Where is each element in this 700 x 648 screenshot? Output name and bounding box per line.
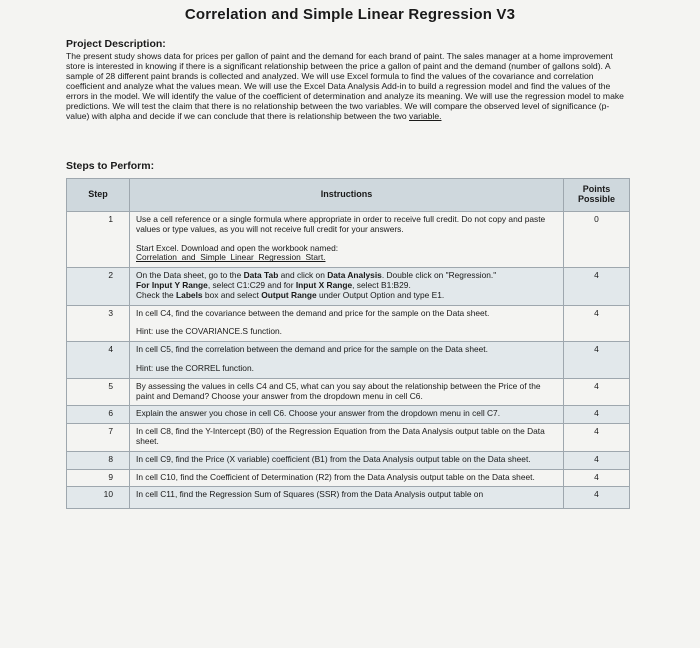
hint-text: Hint: use the COVARIANCE.S function. xyxy=(136,326,283,337)
step-number: 4 xyxy=(67,342,130,379)
step-points: 4 xyxy=(564,424,630,452)
keyword: Input X Range xyxy=(295,279,353,290)
step-instructions xyxy=(130,424,564,452)
step-number: 8 xyxy=(67,451,130,469)
table-row xyxy=(67,469,630,487)
table-row xyxy=(67,342,630,379)
step-number: 3 xyxy=(67,305,130,342)
step-number: 7 xyxy=(67,424,130,452)
instruction-text: In cell C9, find the Price (X variable) coefficient (B1) from the Data Analysis output table on the Data sheet. xyxy=(136,453,531,464)
step-instructions xyxy=(130,378,564,406)
table-row xyxy=(67,487,630,509)
project-description xyxy=(66,51,626,121)
keyword: Data Analysis xyxy=(327,270,382,281)
step-points: 4 xyxy=(564,487,630,509)
step-points: 4 xyxy=(564,406,630,424)
step-points: 0 xyxy=(564,212,630,268)
steps-table xyxy=(66,178,630,509)
instruction-text: In cell C4, find the covariance between the demand and price for the sample on the Data sheet. xyxy=(136,307,490,318)
step-instructions xyxy=(130,469,564,487)
instruction-text: Use a cell reference or a single formula where appropriate in order to receive full credit. Do not copy and paste values or type values, as you will not receive full credit for your answers. xyxy=(136,214,546,234)
step-instructions xyxy=(130,305,564,342)
step-points: 4 xyxy=(564,378,630,406)
table-row xyxy=(67,406,630,424)
instruction-text: In cell C11, find the Regression Sum of Squares (SSR) from the Data Analysis output table on xyxy=(136,489,484,500)
table-row xyxy=(67,268,630,305)
step-points: 4 xyxy=(564,469,630,487)
project-description-heading: Project Description: xyxy=(66,38,166,50)
page-title: Correlation and Simple Linear Regression V3 xyxy=(184,6,516,23)
step-number: 1 xyxy=(67,212,130,268)
steps-heading: Steps to Perform: xyxy=(66,160,155,172)
step-instructions xyxy=(130,487,564,509)
instruction-text-part: and click on xyxy=(278,270,328,281)
table-row xyxy=(67,451,630,469)
keyword: Data Tab xyxy=(243,270,279,281)
instruction-text-part: , select C1:C29 and for xyxy=(207,279,296,290)
keyword: For Input Y Range xyxy=(136,279,208,290)
instruction-text: In cell C8, find the Y-Intercept (B0) of the Regression Equation from the Data Analysis output table on the Data sheet. xyxy=(136,426,545,446)
instruction-text: By assessing the values in cells C4 and C5, what can you say about the relationship between the Price of the paint and Demand? Choose your answer from the dropdown menu in cell C6. xyxy=(136,380,541,401)
step-points: 4 xyxy=(564,451,630,469)
table-header-row xyxy=(67,179,630,212)
step-points: 4 xyxy=(564,305,630,342)
step-number: 6 xyxy=(67,406,130,424)
step-instructions xyxy=(130,212,564,268)
step-points: 4 xyxy=(564,268,630,305)
instruction-text-part: Check the xyxy=(136,289,177,300)
table-row xyxy=(67,305,630,342)
instruction-text-part: On the Data sheet, go to the xyxy=(136,270,244,281)
workbook-name: Correlation_and_Simple_Linear_Regression_Start. xyxy=(136,252,326,263)
keyword: Labels xyxy=(176,289,203,300)
step-number: 9 xyxy=(67,469,130,487)
step-number: 2 xyxy=(67,268,130,305)
description-end-word: variable. xyxy=(409,111,442,121)
instruction-text: Explain the answer you chose in cell C6. Choose your answer from the dropdown menu in cell C7. xyxy=(136,408,501,419)
table-row xyxy=(67,378,630,406)
instruction-text-part: under Output Option and type E1. xyxy=(316,289,445,300)
table-row xyxy=(67,424,630,452)
step-number: 10 xyxy=(67,487,130,509)
instruction-text-part: box and select xyxy=(202,289,262,300)
step-instructions xyxy=(130,406,564,424)
hint-text: Hint: use the CORREL function. xyxy=(136,362,254,373)
instruction-text-part: , select B1:B29. xyxy=(352,279,411,290)
instruction-text xyxy=(136,244,557,264)
instruction-text-part: . Double click on "Regression." xyxy=(381,270,497,281)
instruction-text: In cell C5, find the correlation between the demand and price for the sample on the Data sheet. xyxy=(136,344,488,355)
step-instructions xyxy=(130,268,564,305)
instruction-text: In cell C10, find the Coefficient of Determination (R2) from the Data Analysis output table on the Data sheet. xyxy=(136,471,535,482)
step-instructions xyxy=(130,451,564,469)
step-number: 5 xyxy=(67,378,130,406)
step-instructions xyxy=(130,342,564,379)
keyword: Output Range xyxy=(261,289,317,300)
description-text: The present study shows data for prices per gallon of paint and the demand for each brand of paint. The sales manager at a home improvement store is interested in knowing if there is a significant relationship between the price a gallon of paint and the demand (number of gallons sold). A sample of 28 different paint brands is collected and analyzed. We will use Excel formula to find the values of the covariance and correlation coefficient and analyze what the values mean. We will use the Excel Data Analysis Add-in to build a regression model and find the values of the errors in the model. We will identify the value of the coefficient of determination and analyze its meaning. We will use the regression model to make predictions. We will test the claim that there is no relationship between the two variables. We will compare the observed level of significance (p-value) with alpha and decide if we can conclude that there is relationship between the two xyxy=(66,51,624,121)
header-instructions: Instructions xyxy=(130,179,564,212)
header-points: Points Possible xyxy=(564,179,630,212)
step-points: 4 xyxy=(564,342,630,379)
header-step: Step xyxy=(67,179,130,212)
instruction-text-part: Start Excel. Download and open the workbook named: xyxy=(136,242,339,253)
table-row xyxy=(67,212,630,268)
